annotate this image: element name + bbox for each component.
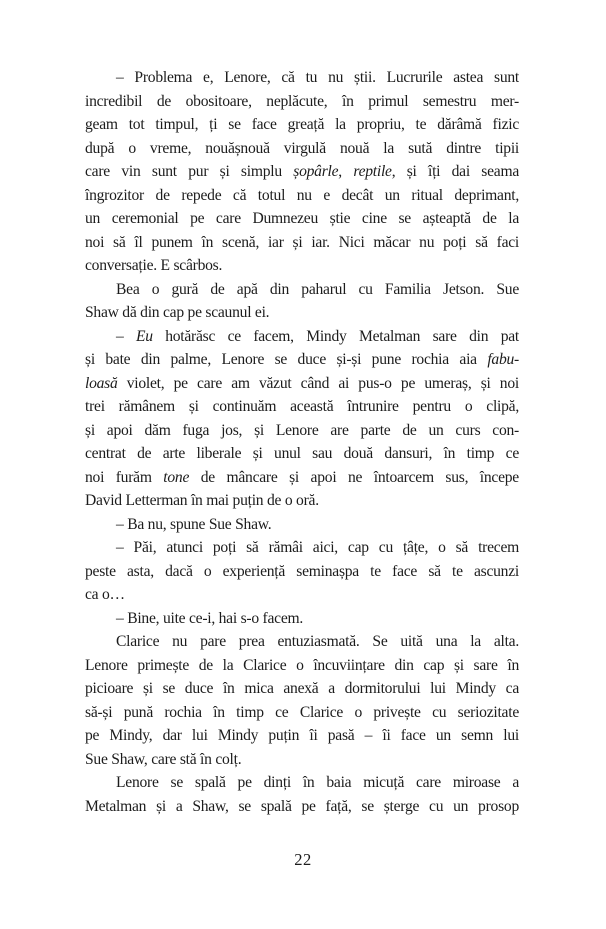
paragraph [85, 325, 519, 513]
text-run: un ceremonial pe care Dumnezeu știe cine se așteaptă de la [85, 210, 519, 227]
italic-text-run: loasă [85, 374, 118, 392]
text-run: – Ba nu, spune Sue Shaw. [116, 515, 272, 533]
text-run: peste asta, dacă o experiență seminașpa te face să te ascunzi [85, 562, 519, 580]
text-run: Sue Shaw, care stă în colț. [85, 750, 242, 768]
italic-text-run: reptile [353, 163, 392, 180]
italic-text-run: Eu [135, 327, 153, 345]
text-line [85, 795, 519, 819]
text-line [85, 466, 519, 490]
text-line [85, 137, 519, 161]
italic-text-run: fabu- [487, 351, 519, 368]
text-line [85, 90, 519, 114]
text-run: noi furăm [85, 468, 164, 486]
text-run: David Letterman în mai puțin de o oră. [85, 492, 319, 509]
text-line [85, 395, 519, 419]
text-line [85, 301, 519, 325]
text-line [85, 231, 519, 255]
text-run: , și îți dai seama [391, 163, 519, 180]
text-line [85, 654, 519, 678]
text-line [85, 583, 519, 607]
text-run: ca o… [85, 586, 125, 603]
text-run: pe Mindy, dar lui Mindy puțin îi pasă – îi face un semn lui [85, 727, 519, 744]
text-run: care vin sunt pur și simplu [85, 163, 294, 180]
text-line [85, 348, 519, 372]
text-run: Clarice nu pare prea entuziasmată. Se uită una la alta. [116, 633, 519, 650]
text-run: noi să îl punem în scenă, iar și iar. Nici măcar nu poți să faci [85, 233, 519, 251]
text-line [85, 677, 519, 701]
text-run: Shaw dă din cap pe scaunul ei. [85, 304, 270, 321]
italic-text-run: tone [163, 468, 190, 486]
paragraph [85, 630, 519, 771]
text-line [85, 160, 519, 184]
text-line [85, 254, 519, 278]
text-line [85, 536, 519, 560]
text-run: hotărăsc ce facem, Mindy Metalman sare din pat [152, 327, 519, 345]
text-run: și bate din palme, Lenore se duce și-și pune rochia aia [85, 351, 488, 368]
text-run: picioare și se duce în mica anexă a dormitorului lui Mindy ca [85, 680, 519, 697]
text-run: – Păi, atunci poți să rămâi aici, cap cu țâțe, o să trecem [116, 539, 519, 556]
page-text-block [85, 66, 519, 818]
text-line [85, 724, 519, 748]
text-run: îngrozitor de repede că totul nu e decât un ritual deprimant, [85, 186, 519, 204]
paragraph [85, 66, 519, 278]
text-run: Bea o gură de apă din paharul cu Familia Jetson. Sue [116, 280, 519, 298]
text-line [85, 419, 519, 443]
text-line [85, 113, 519, 137]
text-run: geam tot timpul, ți se face greață la propriu, te dărâmă fizic [85, 116, 519, 133]
text-line [85, 442, 519, 466]
text-line [85, 184, 519, 208]
paragraph [85, 513, 519, 537]
text-run: să-și pună rochia în timp ce Clarice o privește cu seriozitate [85, 703, 519, 721]
text-run: după o vreme, nouășnouă virgulă nouă la sută dintre tipii [85, 139, 519, 157]
text-run: de mâncare și apoi ne întoarcem sus, începe [189, 468, 519, 486]
text-line [85, 630, 519, 654]
text-run: – [116, 327, 136, 345]
text-line [85, 513, 519, 537]
paragraph [85, 771, 519, 818]
text-run: Lenore primește de la Clarice o încuviințare din cap și sare în [85, 656, 519, 674]
text-run: , [338, 163, 354, 180]
text-line [85, 701, 519, 725]
text-line [85, 372, 519, 396]
text-line [85, 607, 519, 631]
paragraph [85, 607, 519, 631]
text-run: Metalman și a Shaw, se spală pe față, se șterge cu un prosop [85, 797, 519, 815]
text-run: – Bine, uite ce-i, hai s-o facem. [116, 609, 304, 627]
page-number: 22 [294, 850, 312, 869]
text-line [85, 325, 519, 349]
paragraph [85, 278, 519, 325]
text-run: violet, pe care am văzut când ai pus-o pe umeraș, și noi [117, 374, 519, 392]
text-line [85, 748, 519, 772]
text-run: conversație. E scârbos. [85, 257, 223, 274]
italic-text-run: șopârle [293, 163, 339, 180]
text-line [85, 771, 519, 795]
text-run: – Problema e, Lenore, că tu nu știi. Lucrurile astea sunt [116, 69, 519, 86]
text-run: Lenore se spală pe dinți în baia micuță care miroase a [116, 774, 519, 791]
text-line [85, 560, 519, 584]
text-run: trei rămânem și continuăm această întrunire pentru o clipă, [85, 398, 519, 415]
text-run: centrat de arte liberale și unul sau două dansuri, în timp ce [85, 445, 519, 462]
text-line [85, 489, 519, 513]
text-line [85, 66, 519, 90]
text-line [85, 278, 519, 302]
paragraph [85, 536, 519, 607]
text-line [85, 207, 519, 231]
text-run: incredibil de obositoare, neplăcute, în primul semestru mer- [85, 92, 519, 110]
text-run: și apoi dăm fuga jos, și Lenore are parte de un curs con- [85, 421, 519, 439]
